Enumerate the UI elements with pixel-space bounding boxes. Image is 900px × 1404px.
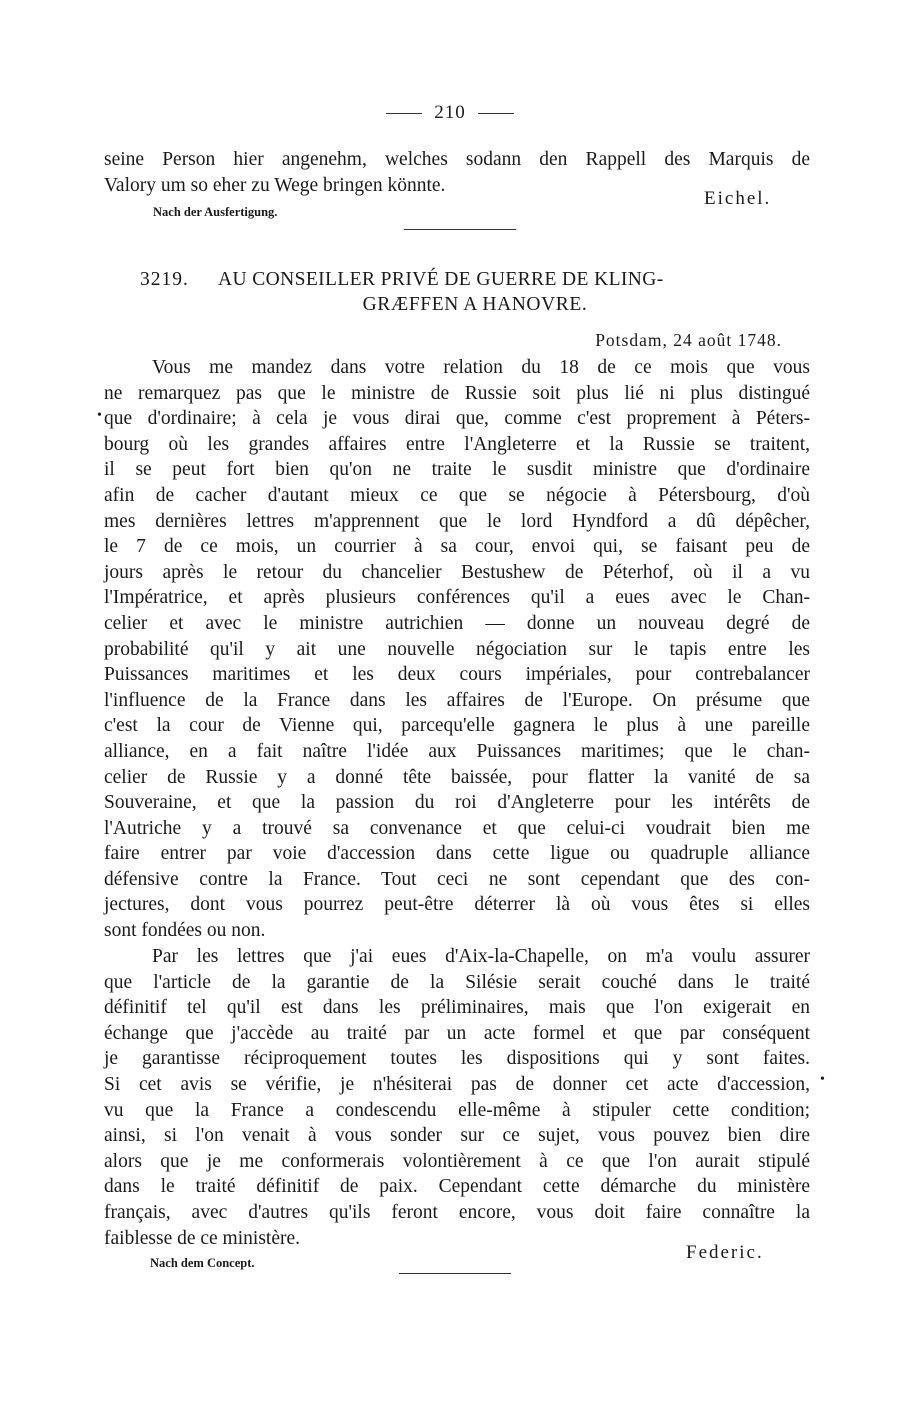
letter-paragraph-2 (104, 944, 810, 1251)
paragraph-line: Puissances maritimes et les deux cours impériales, pour contrebalancer (104, 664, 810, 686)
margin-mark: • (820, 1072, 825, 1087)
paragraph-line: défensive contre la France. Tout ceci ne sont cependant que des con- (104, 868, 810, 890)
paragraph-line: bourg où les grandes affaires entre l'Angleterre et la Russie se traitent, (104, 433, 810, 455)
paragraph-line: probabilité qu'il y ait une nouvelle négociation sur le tapis entre les (104, 638, 810, 660)
paragraph-line: définitif tel qu'il est dans les préliminaires, mais que l'on exigerait en (104, 997, 810, 1019)
paragraph-line: c'est la cour de Vienne qui, parcequ'elle gagnera le plus à une pareille (104, 715, 810, 737)
paragraph-line: ne remarquez pas que le ministre de Russie soit plus lié ni plus distingué (104, 382, 810, 404)
paragraph-line: l'Autriche y a trouvé sa convenance et que celui-ci voudrait bien me (104, 817, 810, 839)
paragraph-line: jours après le retour du chancelier Bestushew de Péterhof, où il a vu (104, 561, 810, 583)
paragraph-line: français, avec d'autres qu'ils feront encore, vous doit faire connaître la (104, 1201, 810, 1223)
page-number-dash-right (478, 113, 514, 114)
paragraph-line: l'Impératrice, et après plusieurs conférences qu'il a eues avec le Chan- (104, 587, 810, 609)
paragraph-line: sont fondées ou non. (104, 920, 266, 942)
paragraph-line: que d'ordinaire; à cela je vous dirai que, comme c'est proprement à Péters- (104, 408, 810, 430)
letter-heading (140, 267, 780, 317)
paragraph-line: mes dernières lettres m'apprennent que le lord Hyndford a dû dépêcher, (104, 510, 810, 532)
section-divider (404, 229, 516, 230)
paragraph-line: je garantisse réciproquement toutes les dispositions qui y sont faites. (104, 1048, 810, 1070)
paragraph-line: il se peut fort bien qu'on ne traite le susdit ministre que d'ordinaire (104, 459, 810, 481)
page-number (0, 102, 900, 124)
paragraph-line: jectures, dont vous pourrez peut-être déterrer là où vous êtes si elles (104, 894, 810, 916)
paragraph-line: alors que je me conformerais volontièrement à ce que l'on aurait stipulé (104, 1150, 810, 1172)
letter-paragraph-1 (104, 355, 810, 944)
margin-mark: • (97, 408, 102, 423)
paragraph-line: Souveraine, et que la passion du roi d'Angleterre pour les intérêts de (104, 792, 810, 814)
section-divider (399, 1273, 511, 1274)
paragraph-line: Par les lettres que j'ai eues d'Aix-la-Chapelle, on m'a voulu assurer (152, 946, 810, 967)
letter-heading-line2: GRÆFFEN A HANOVRE. (362, 294, 588, 315)
page-number-dash-left (386, 113, 422, 114)
intro-line: seine Person hier angenehm, welches sodann den Rappell des Marquis de (104, 149, 810, 170)
intro-source-note: Nach der Ausfertigung. (153, 205, 278, 219)
letter-signature: Federic. (686, 1242, 764, 1263)
paragraph-line: alliance, en a fait naître l'idée aux Puissances maritimes; que le chan- (104, 740, 810, 762)
page-number-value: 210 (434, 102, 466, 123)
paragraph-line: faiblesse de ce ministère. (104, 1227, 300, 1249)
paragraph-line: afin de cacher d'autant mieux ce que se négocie à Pétersbourg, d'où (104, 484, 810, 506)
intro-signature: Eichel. (704, 188, 772, 209)
paragraph-line: vu que la France a condescendu elle-même à stipuler cette condition; (104, 1099, 810, 1121)
paragraph-line: Si cet avis se vérifie, je n'hésiterai pas de donner cet acte d'accession, (104, 1073, 810, 1095)
letter-heading-line1: AU CONSEILLER PRIVÉ DE GUERRE DE KLING- (218, 269, 664, 290)
paragraph-line: celier de Russie y a donné tête baissée, pour flatter la vanité de sa (104, 766, 810, 788)
paragraph-line: ainsi, si l'on venait à vous sonder sur ce sujet, vous pouvez bien dire (104, 1125, 810, 1147)
letter-number: 3219. (140, 269, 189, 290)
paragraph-line: dans le traité définitif de paix. Cependant cette démarche du ministère (104, 1176, 810, 1198)
paragraph-line: l'influence de la France dans les affaires de l'Europe. On présume que (104, 689, 810, 711)
paragraph-line: échange que j'accède au traité par un acte formel et que par conséquent (104, 1022, 810, 1044)
letter-source-note: Nach dem Concept. (150, 1256, 255, 1270)
paragraph-line: que l'article de la garantie de la Silésie serait couché dans le traité (104, 971, 810, 993)
paragraph-line: le 7 de ce mois, un courrier à sa cour, envoi qui, se faisant peu de (104, 536, 810, 558)
paragraph-line: faire entrer par voie d'accession dans cette ligue ou quadruple alliance (104, 843, 810, 865)
intro-line: Valory um so eher zu Wege bringen könnte. (104, 174, 446, 196)
letter-dateline: Potsdam, 24 août 1748. (595, 330, 782, 350)
paragraph-line: Vous me mandez dans votre relation du 18 de ce mois que vous (152, 357, 810, 378)
paragraph-line: celier et avec le ministre autrichien — donne un nouveau degré de (104, 612, 810, 634)
